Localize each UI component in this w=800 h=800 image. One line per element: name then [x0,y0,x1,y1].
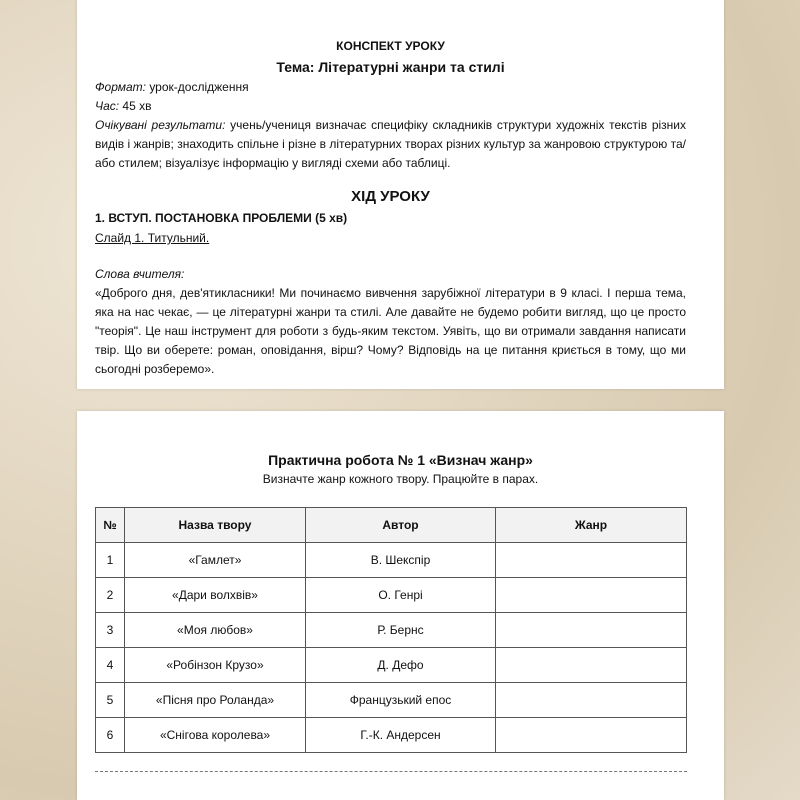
work-title: «Гамлет» [125,543,306,578]
time-line [95,97,686,116]
practice-instructions: Визначте жанр кожного твору. Працюйте в парах. [262,472,539,486]
work-title: «Снігова королева» [125,718,306,753]
row-number: 6 [96,718,125,753]
genre-cell[interactable] [496,578,687,613]
work-author: Р. Бернс [306,613,496,648]
format-line [95,78,686,97]
teacher-words-label: Слова вчителя: [95,267,185,281]
teacher-speech: «Доброго дня, дев'ятикласники! Ми починаємо вивчення зарубіжної літератури в 9 класі. І перша тема, яка на нас чекає, — це літературні жанри та стилі. Але давайте не будемо робити вигляд, що це просто "теорія". Це наш інструмент для роботи з будь-яким текстом. Уявіть, що ви отримали завдання написати твір. Що ви оберете: роман, оповідання, вірш? Чому? Відповідь на це питання криється в тому, що ми сьогодні розберемо». [95,286,686,376]
row-number: 4 [96,648,125,683]
work-author: Д. Дефо [306,648,496,683]
table-row [96,648,687,683]
results-label: Очікувані результати: [95,118,226,132]
time-value: 45 хв [119,99,152,113]
table-row [96,578,687,613]
practice-page [77,411,724,800]
lesson-flow-title: ХІД УРОКУ [351,188,430,205]
column-header-genre: Жанр [496,508,687,543]
column-header-author: Автор [306,508,496,543]
dashed-divider [95,771,687,772]
work-author: О. Генрі [306,578,496,613]
genre-cell[interactable] [496,648,687,683]
lesson-theme: Тема: Літературні жанри та стилі [276,59,505,75]
work-title: «Робінзон Крузо» [125,648,306,683]
work-title: «Моя любов» [125,613,306,648]
table-row [96,613,687,648]
document-header: КОНСПЕКТ УРОКУ [336,39,445,53]
work-author: Г.-К. Андерсен [306,718,496,753]
table-header-row [96,508,687,543]
work-author: В. Шекспір [306,543,496,578]
work-title: «Дари волхвів» [125,578,306,613]
table-row [96,718,687,753]
column-header-title: Назва твору [125,508,306,543]
row-number: 1 [96,543,125,578]
table-row [96,683,687,718]
row-number: 3 [96,613,125,648]
work-title: «Пісня про Роланда» [125,683,306,718]
results-value: учень/учениця визначає специфіку складників структури художніх текстів різних видів і жанрів; знаходить спільне і різне в літературних творах різних культур за жанровою структурою та/або стилем; візуалізує інформацію у вигляді схеми або таблиці. [95,118,687,170]
genre-cell[interactable] [496,718,687,753]
genre-cell[interactable] [496,613,687,648]
row-number: 5 [96,683,125,718]
lesson-page [77,0,724,389]
slide-note: Слайд 1. Титульний. [95,231,210,245]
genre-table [95,507,687,753]
time-label: Час: [95,99,120,113]
format-label: Формат: [95,80,146,94]
genre-cell[interactable] [496,543,687,578]
row-number: 2 [96,578,125,613]
practice-title: Практична робота № 1 «Визнач жанр» [268,452,533,468]
work-author: Французький епос [306,683,496,718]
table-row [96,543,687,578]
genre-cell[interactable] [496,683,687,718]
section-heading: 1. ВСТУП. ПОСТАНОВКА ПРОБЛЕМИ (5 хв) [95,211,348,225]
format-value: урок-дослідження [145,80,249,94]
expected-results [95,116,686,173]
column-header-number: № [96,508,125,543]
